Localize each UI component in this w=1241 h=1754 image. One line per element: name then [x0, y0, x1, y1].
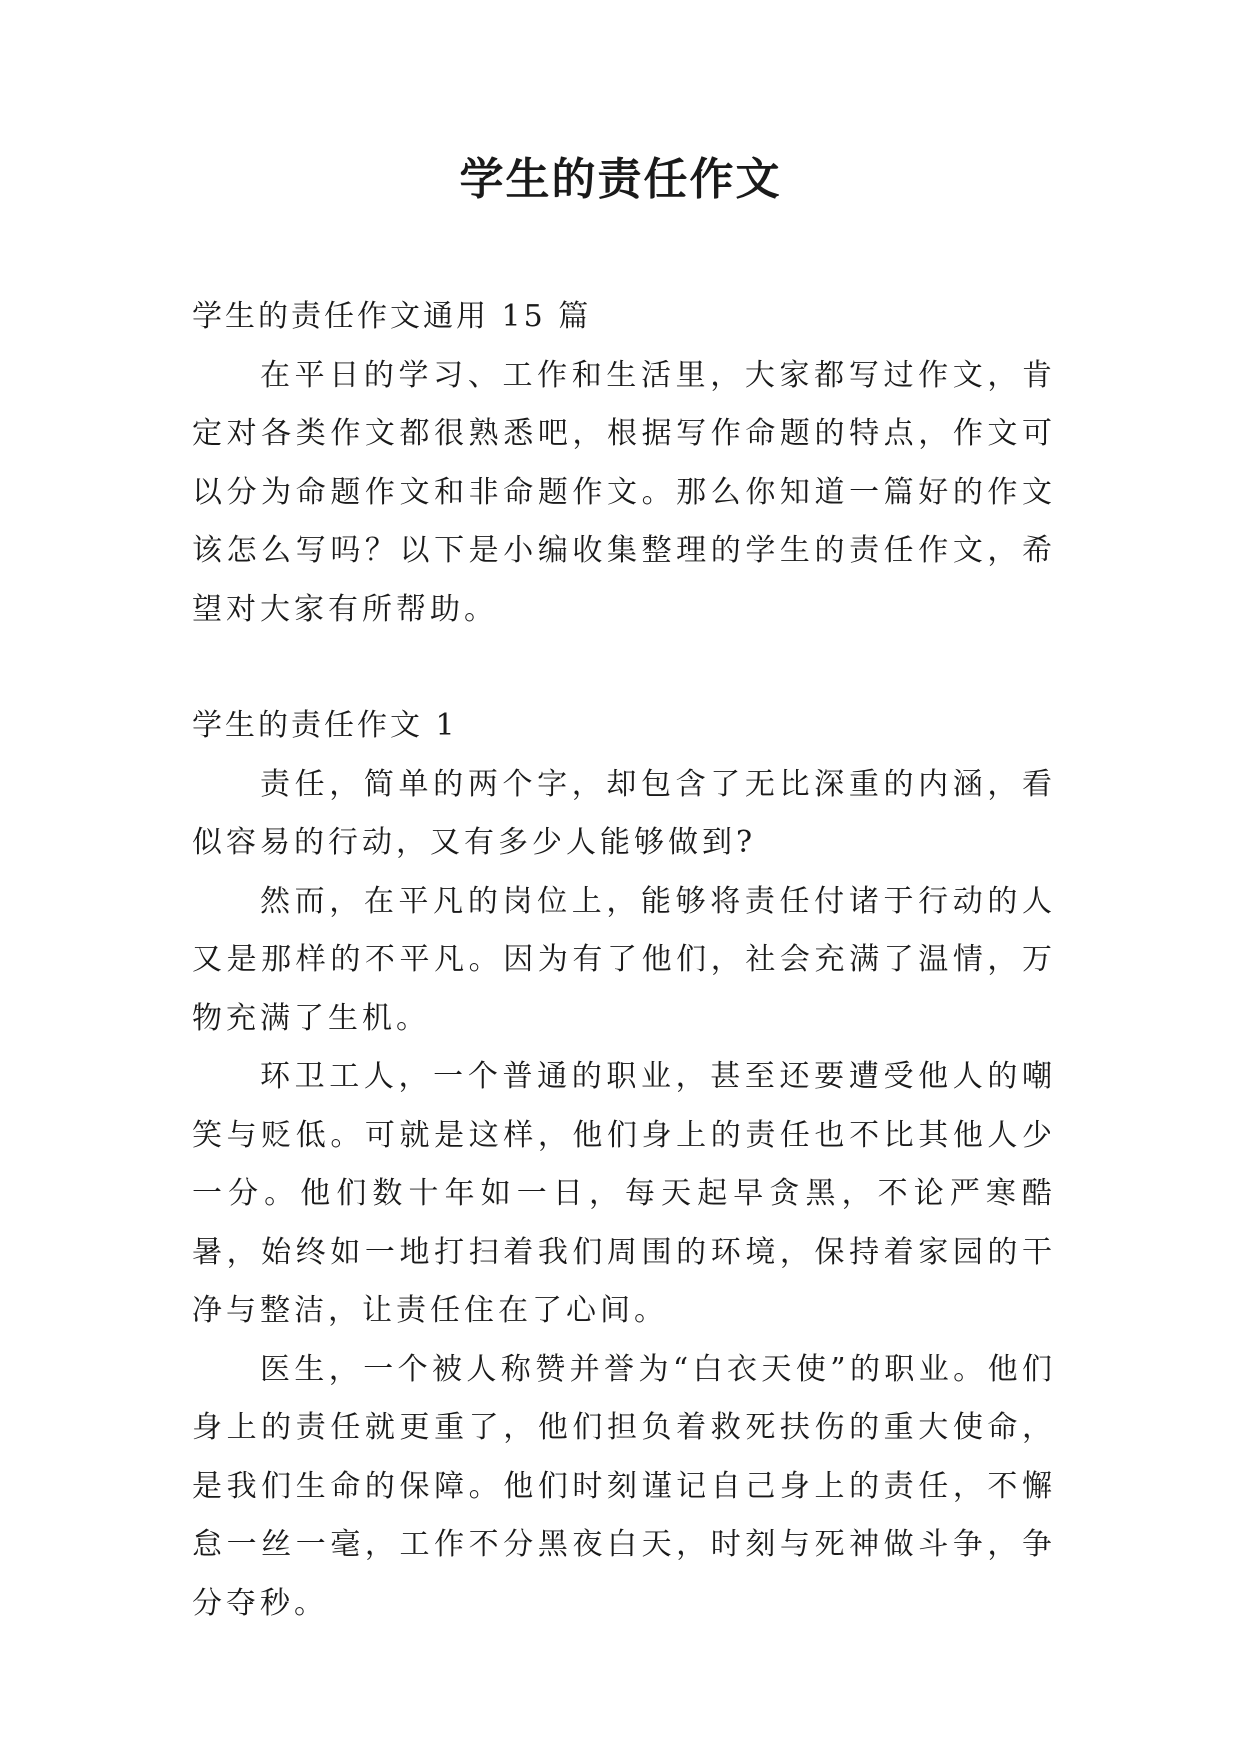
body-paragraph-1: 责任，简单的两个字，却包含了无比深重的内涵，看似容易的行动，又有多少人能够做到?: [192, 766, 1056, 860]
section-spacer: [192, 639, 1056, 697]
body-paragraph-4: 医生，一个被人称赞并誉为“白衣天使”的职业。他们身上的责任就更重了，他们担负着救死扶伤的重大使命，是我们生命的保障。他们时刻谨记自己身上的责任，不懈怠一丝一毫，工作不分黑夜白天，时刻与死神做斗争，争分夺秒。: [192, 1351, 1056, 1621]
intro-paragraph: 在平日的学习、工作和生活里，大家都写过作文，肯定对各类作文都很熟悉吧，根据写作命题的特点，作文可以分为命题作文和非命题作文。那么你知道一篇好的作文该怎么写吗？以下是小编收集整理的学生的责任作文，希望对大家有所帮助。: [192, 357, 1056, 627]
body-paragraph-3: 环卫工人，一个普通的职业，甚至还要遭受他人的嘲笑与贬低。可就是这样，他们身上的责任也不比其他人少一分。他们数十年如一日，每天起早贪黑，不论严寒酷暑，始终如一地打扫着我们周围的环境，保持着家园的干净与整洁，让责任住在了心间。: [192, 1059, 1056, 1328]
body-paragraph-2: 然而，在平凡的岗位上，能够将责任付诸于行动的人又是那样的不平凡。因为有了他们，社会充满了温情，万物充满了生机。: [192, 883, 1056, 1036]
document-body: [192, 288, 1056, 1633]
section-heading: 学生的责任作文 1: [192, 708, 458, 743]
document-title: 学生的责任作文: [459, 154, 782, 205]
intro-heading: 学生的责任作文通用 15 篇: [192, 299, 592, 334]
